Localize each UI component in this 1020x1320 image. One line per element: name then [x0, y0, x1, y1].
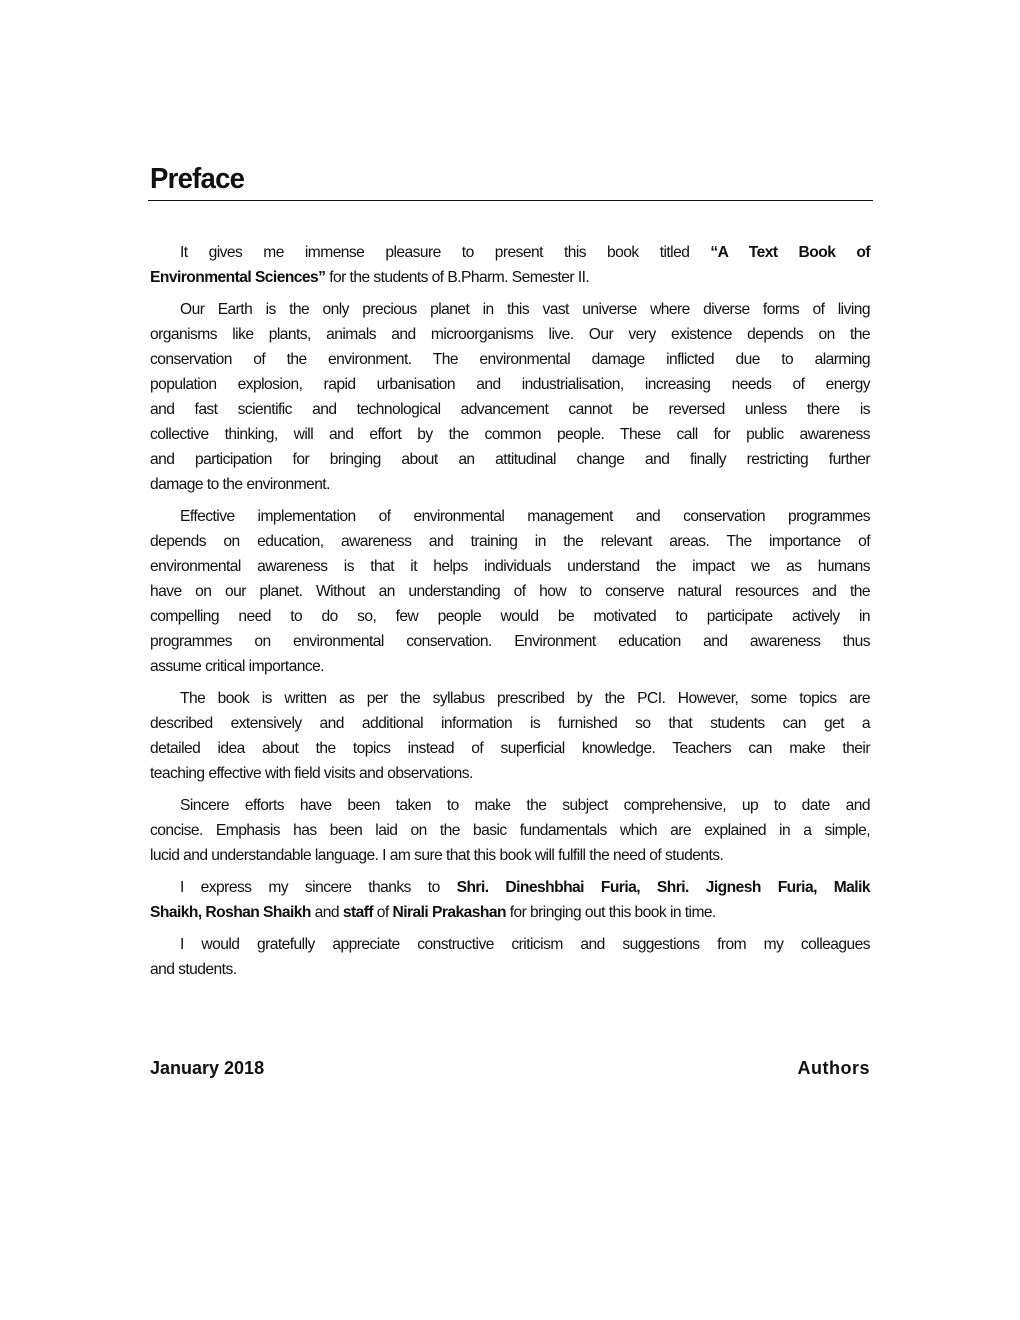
text-run: population explosion, rapid urbanisation and industrialisation, increasing needs of energy [150, 376, 870, 393]
text-line [150, 686, 870, 711]
text-line [150, 875, 870, 900]
text-run: environmental awareness is that it helps individuals understand the impact we as humans [150, 558, 870, 575]
preface-footer [150, 1058, 870, 1082]
text-line [150, 957, 870, 982]
text-line [150, 529, 870, 554]
bold-text: Environmental Sciences” [150, 269, 326, 286]
text-line [150, 347, 870, 372]
text-run: of [373, 904, 393, 921]
text-line [150, 793, 870, 818]
text-run: It gives me immense pleasure to present this book titled [180, 244, 711, 261]
paragraph [150, 793, 870, 868]
text-line [150, 554, 870, 579]
text-line [150, 900, 870, 925]
paragraph [150, 240, 870, 290]
text-run: for the students of B.Pharm. Semester II. [325, 269, 590, 286]
text-line [150, 579, 870, 604]
preface-date: January 2018 [150, 1058, 265, 1078]
title-underline-divider [148, 200, 873, 201]
text-run: and participation for bringing about an attitudinal change and finally restricting further [150, 451, 870, 468]
text-run: compelling need to do so, few people would be motivated to participate actively in [150, 608, 870, 625]
text-line [150, 504, 870, 529]
paragraph [150, 875, 870, 925]
text-run: depends on education, awareness and training in the relevant areas. The importance of [150, 533, 870, 550]
text-line [150, 604, 870, 629]
text-run: concise. Emphasis has been laid on the basic fundamentals which are explained in a simple, [150, 822, 870, 839]
text-line [150, 761, 870, 786]
text-line [150, 297, 870, 322]
text-run: and fast scientific and technological advancement cannot be reversed unless there is [150, 401, 870, 418]
text-line [150, 736, 870, 761]
text-run: Effective implementation of environmental management and conservation programmes [180, 508, 870, 525]
text-run: detailed idea about the topics instead of superficial knowledge. Teachers can make their [150, 740, 870, 757]
paragraph [150, 297, 870, 497]
text-line [150, 265, 870, 290]
text-run: described extensively and additional information is furnished so that students can get a [150, 715, 870, 732]
text-line [150, 240, 870, 265]
page-title: Preface [150, 163, 245, 195]
bold-text: Shaikh, Roshan Shaikh [150, 904, 311, 921]
text-run: I express my sincere thanks to [180, 879, 457, 896]
text-line [150, 472, 870, 497]
text-run: Our Earth is the only precious planet in this vast universe where diverse forms of living [180, 301, 870, 318]
text-run: programmes on environmental conservation. Environment education and awareness thus [150, 633, 870, 650]
preface-body [150, 240, 870, 989]
text-line [150, 397, 870, 422]
text-run: damage to the environment. [150, 476, 330, 493]
text-run: have on our planet. Without an understanding of how to conserve natural resources and the [150, 583, 870, 600]
text-run: Sincere efforts have been taken to make the subject comprehensive, up to date and [180, 797, 870, 814]
bold-text: Shri. Dineshbhai Furia, Shri. Jignesh Furia, Malik [456, 879, 870, 896]
text-line [150, 322, 870, 347]
bold-text: Nirali Prakashan [392, 904, 506, 921]
text-line [150, 818, 870, 843]
text-line [150, 629, 870, 654]
text-run: assume critical importance. [150, 658, 325, 675]
text-line [150, 654, 870, 679]
text-line [150, 447, 870, 472]
bold-text: “A Text Book of [710, 244, 870, 261]
text-run: collective thinking, will and effort by the common people. These call for public awareness [150, 426, 870, 443]
text-run: conservation of the environment. The environmental damage inflicted due to alarming [150, 351, 870, 368]
paragraph [150, 932, 870, 982]
bold-text: staff [342, 904, 374, 921]
text-run: teaching effective with field visits and observations. [150, 765, 473, 782]
text-run: organisms like plants, animals and microorganisms live. Our very existence depends on the [150, 326, 870, 343]
text-line [150, 843, 870, 868]
paragraph [150, 504, 870, 679]
text-run: The book is written as per the syllabus prescribed by the PCI. However, some topics are [180, 690, 870, 707]
text-line [150, 372, 870, 397]
text-run: I would gratefully appreciate constructive criticism and suggestions from my colleagues [180, 936, 870, 953]
text-line [150, 932, 870, 957]
paragraph [150, 686, 870, 786]
text-run: for bringing out this book in time. [505, 904, 716, 921]
text-run: and students. [150, 961, 237, 978]
text-run: lucid and understandable language. I am sure that this book will fulfill the need of students. [150, 847, 724, 864]
text-run: and [310, 904, 343, 921]
text-line [150, 711, 870, 736]
text-line [150, 422, 870, 447]
preface-signature: Authors [797, 1058, 870, 1078]
